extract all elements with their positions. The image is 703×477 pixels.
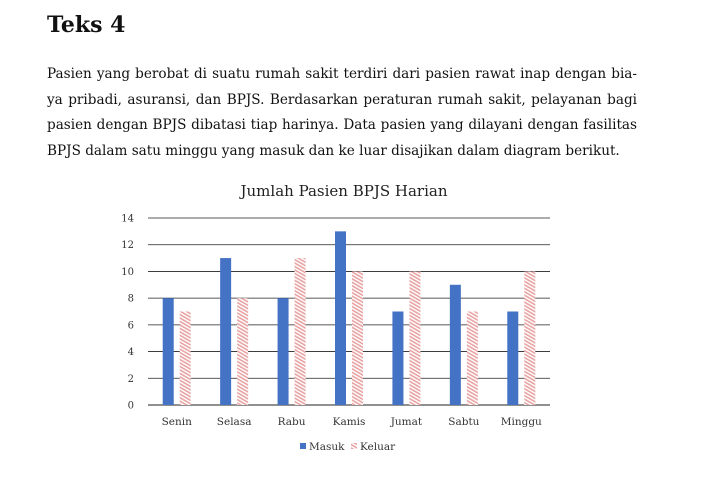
y-tick-label: 14 bbox=[121, 213, 134, 225]
legend bbox=[300, 441, 396, 453]
bar-masuk-selasa bbox=[220, 258, 231, 405]
bar-masuk-rabu bbox=[278, 298, 289, 405]
legend-swatch-keluar bbox=[351, 443, 357, 449]
description-paragraph bbox=[47, 62, 637, 164]
bar-chart bbox=[0, 170, 703, 470]
paragraph-line: ya pribadi, asuransi, dan BPJS. Berdasarkan peraturan rumah sakit, pelayanan bagi bbox=[47, 91, 637, 108]
x-axis bbox=[162, 416, 542, 428]
legend-swatch-masuk bbox=[300, 443, 306, 449]
y-tick-label: 2 bbox=[127, 373, 134, 385]
bar-keluar-jumat bbox=[409, 271, 420, 405]
paragraph-line: BPJS dalam satu minggu yang masuk dan ke luar disajikan dalam diagram berikut. bbox=[47, 142, 620, 159]
bar-keluar-kamis bbox=[352, 271, 363, 405]
bar-masuk-sabtu bbox=[450, 285, 461, 405]
y-tick-label: 8 bbox=[127, 293, 134, 305]
x-tick-label: Rabu bbox=[277, 416, 306, 428]
paragraph-line: pasien dengan BPJS dibatasi tiap harinya. Data pasien yang dilayani dengan fasilitas bbox=[47, 117, 637, 133]
legend-label-masuk: Masuk bbox=[309, 441, 345, 453]
chart-title: Jumlah Pasien BPJS Harian bbox=[240, 182, 448, 200]
x-tick-label: Selasa bbox=[216, 416, 252, 428]
bars bbox=[163, 231, 536, 405]
legend-label-keluar: Keluar bbox=[360, 441, 396, 453]
y-tick-label: 12 bbox=[121, 240, 134, 252]
x-tick-label: Kamis bbox=[332, 416, 366, 428]
bar-masuk-kamis bbox=[335, 231, 346, 405]
x-tick-label: Minggu bbox=[500, 416, 542, 428]
bar-masuk-senin bbox=[163, 298, 174, 405]
bar-keluar-sabtu bbox=[467, 312, 478, 406]
bar-masuk-jumat bbox=[392, 312, 403, 406]
gridlines bbox=[148, 218, 550, 405]
bar-masuk-minggu bbox=[507, 312, 518, 406]
bar-keluar-selasa bbox=[237, 298, 248, 405]
y-tick-label: 6 bbox=[127, 320, 134, 332]
bar-keluar-rabu bbox=[295, 258, 306, 405]
x-tick-label: Senin bbox=[161, 416, 192, 428]
y-tick-label: 0 bbox=[127, 400, 134, 412]
y-tick-label: 4 bbox=[127, 347, 134, 359]
bar-keluar-senin bbox=[180, 312, 191, 406]
y-tick-label: 10 bbox=[121, 266, 134, 278]
x-tick-label: Jumat bbox=[390, 416, 423, 428]
section-heading: Teks 4 bbox=[47, 12, 126, 38]
bar-keluar-minggu bbox=[524, 271, 535, 405]
x-tick-label: Sabtu bbox=[448, 416, 480, 428]
y-axis bbox=[121, 214, 134, 412]
paragraph-line: Pasien yang berobat di suatu rumah sakit terdiri dari pasien rawat inap dengan bia- bbox=[47, 66, 637, 82]
